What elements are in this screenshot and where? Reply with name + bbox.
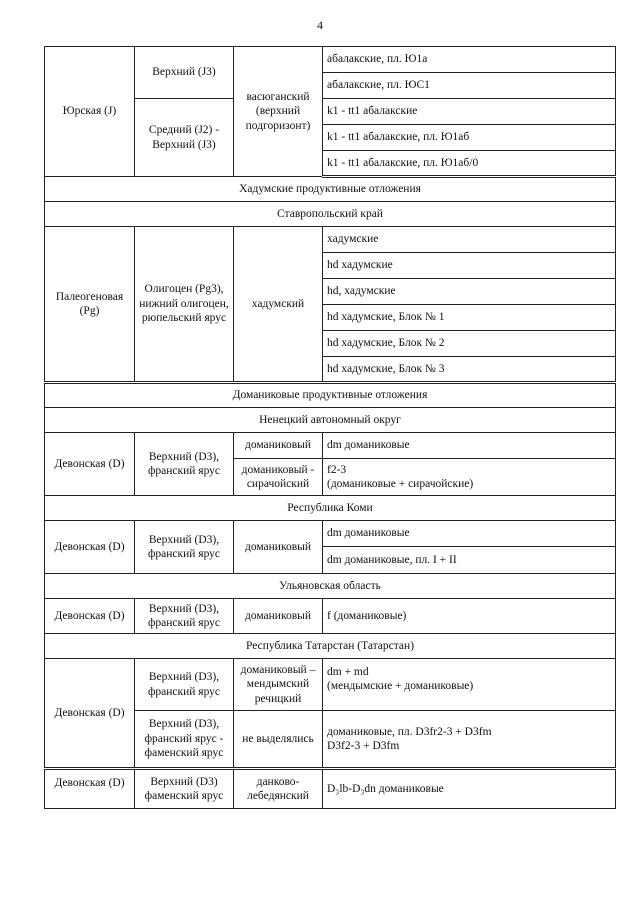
nenets-horizon: доманиковый	[234, 433, 323, 459]
tatarstan-horizon: не выделялись	[234, 711, 323, 769]
khadum-object: hd, хадумские	[323, 279, 616, 305]
khadum-horizon: хадумский	[234, 227, 323, 383]
khadum-object: hd хадумские	[323, 253, 616, 279]
jurassic-system: Юрская (J)	[45, 47, 135, 177]
object-line: (доманиковые + сирачойские)	[327, 478, 474, 490]
nenets-horizon: доманиковый - сирачойский	[234, 459, 323, 496]
nenets-object: dm доманиковые	[323, 433, 616, 459]
ulyanovsk-stage: Верхний (D3), франский ярус	[135, 599, 234, 634]
komi-system: Девонская (D)	[45, 521, 135, 574]
section-title-khadum: Хадумские продуктивные отложения	[45, 177, 616, 202]
nenets-object	[323, 459, 616, 496]
object-line: dm + md	[327, 666, 369, 678]
nenets-stage: Верхний (D3), франский ярус	[135, 433, 234, 496]
last-horizon: данково-лебедянский	[234, 769, 323, 809]
tatarstan-object	[323, 659, 616, 711]
tatarstan-stage: Верхний (D3), франский ярус - фаменский ярус	[135, 711, 234, 769]
khadum-object: hd хадумские, Блок № 1	[323, 305, 616, 331]
khadum-object: hd хадумские, Блок № 2	[323, 331, 616, 357]
jurassic-object: k1 - tt1 абалакские, пл. Ю1аб/0	[323, 151, 616, 177]
khadum-object: хадумские	[323, 227, 616, 253]
stratigraphy-table	[44, 46, 616, 809]
object-line: f2-3	[327, 463, 347, 476]
last-stage: Верхний (D3) фаменский ярус	[135, 769, 234, 809]
region-tatarstan: Республика Татарстан (Татарстан)	[45, 634, 616, 659]
ulyanovsk-horizon: доманиковый	[234, 599, 323, 634]
last-system: Девонская (D)	[45, 769, 135, 809]
ulyanovsk-object: f (доманиковые)	[323, 599, 616, 634]
komi-horizon: доманиковый	[234, 521, 323, 574]
nenets-system: Девонская (D)	[45, 433, 135, 496]
region-komi: Республика Коми	[45, 496, 616, 521]
jurassic-object: абалакские, пл. Ю1а	[323, 47, 616, 73]
tatarstan-object	[323, 711, 616, 769]
khadum-system: Палеогеновая (Pg)	[45, 227, 135, 383]
tatarstan-horizon: доманиковый – мендымский речицкий	[234, 659, 323, 711]
object-line: доманиковые, пл. D3fr2-3 + D3fm	[327, 725, 492, 738]
jurassic-object: k1 - tt1 абалакские	[323, 99, 616, 125]
object-line: (мендымские + доманиковые)	[327, 680, 474, 693]
last-object: D₃lb-D₃dn доманиковые	[323, 769, 616, 809]
khadum-object: hd хадумские, Блок № 3	[323, 357, 616, 383]
jurassic-horizon: васюганский (верхний подгоризонт)	[234, 47, 323, 177]
tatarstan-system: Девонская (D)	[45, 659, 135, 769]
jurassic-upper-stage: Верхний (J3)	[135, 47, 234, 99]
khadum-stage: Олигоцен (Pg3), нижний олигоцен, рюпельский ярус	[135, 227, 234, 383]
region-stavropol: Ставропольский край	[45, 202, 616, 227]
region-ulyanovsk: Ульяновская область	[45, 574, 616, 599]
region-nenets: Ненецкий автономный округ	[45, 408, 616, 433]
komi-stage: Верхний (D3), франский ярус	[135, 521, 234, 574]
jurassic-middle-upper-stage: Средний (J2) - Верхний (J3)	[135, 99, 234, 177]
ulyanovsk-system: Девонская (D)	[45, 599, 135, 634]
section-title-domanik: Доманиковые продуктивные отложения	[45, 383, 616, 408]
jurassic-object: абалакские, пл. ЮС1	[323, 73, 616, 99]
object-line: D3f2-3 + D3fm	[327, 740, 400, 752]
tatarstan-stage: Верхний (D3), франский ярус	[135, 659, 234, 711]
page-number: 4	[317, 18, 323, 32]
komi-object: dm доманиковые	[323, 521, 616, 547]
jurassic-object: k1 - tt1 абалакские, пл. Ю1аб	[323, 125, 616, 151]
komi-object: dm доманиковые, пл. I + II	[323, 547, 616, 574]
